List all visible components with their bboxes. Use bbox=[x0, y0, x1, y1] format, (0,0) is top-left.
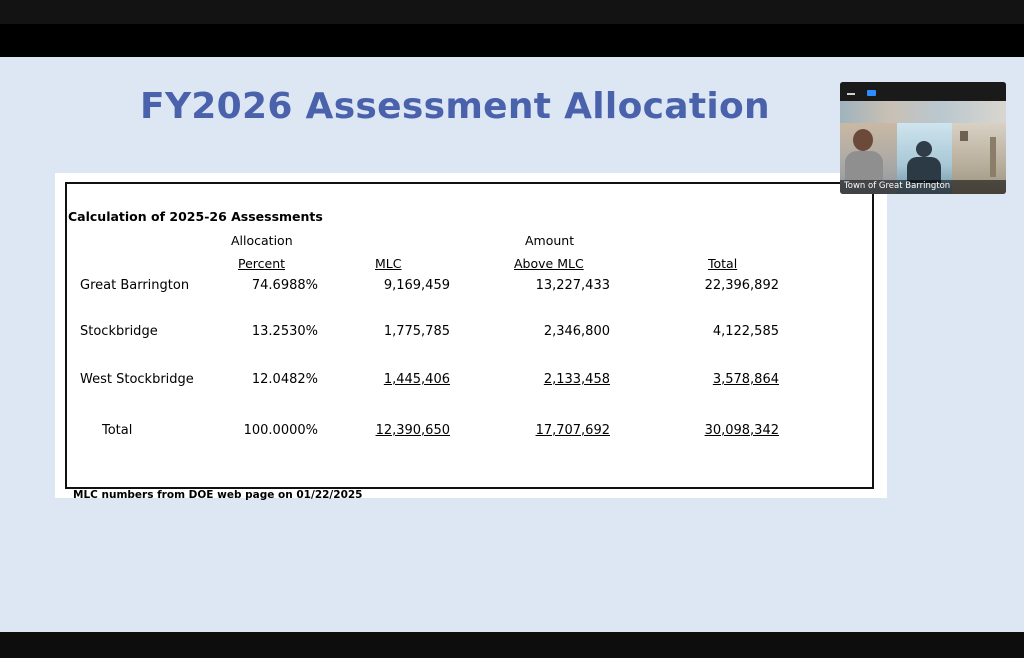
totals-above-mlc: 17,707,692 bbox=[535, 423, 610, 438]
video-panel-toolbar bbox=[840, 82, 1006, 101]
totals-mlc: 12,390,650 bbox=[375, 423, 450, 438]
row-mlc: 1,445,406 bbox=[383, 372, 450, 387]
meeting-header-bar bbox=[0, 24, 1024, 57]
slide-title: FY2026 Assessment Allocation bbox=[140, 86, 770, 127]
header-allocation: Allocation bbox=[231, 233, 293, 248]
meeting-top-bar bbox=[0, 0, 1024, 24]
row-above-mlc: 2,346,800 bbox=[543, 324, 610, 339]
row-percent: 12.0482% bbox=[251, 372, 318, 387]
sheet-heading: Calculation of 2025-26 Assessments bbox=[68, 209, 323, 224]
view-toggle-icon[interactable] bbox=[867, 90, 876, 96]
wall-pillar bbox=[990, 137, 996, 177]
row-name: Great Barrington bbox=[80, 278, 190, 293]
totals-total: 30,098,342 bbox=[704, 423, 779, 438]
wall-frame bbox=[960, 131, 968, 141]
totals-percent: 100.0000% bbox=[243, 423, 318, 438]
row-total: 3,578,864 bbox=[712, 372, 779, 387]
minimize-icon[interactable] bbox=[847, 93, 855, 95]
row-name: Stockbridge bbox=[80, 324, 158, 339]
header-above-mlc: Above MLC bbox=[514, 256, 584, 271]
row-name: West Stockbridge bbox=[80, 372, 194, 387]
row-total: 4,122,585 bbox=[712, 324, 779, 339]
person-body bbox=[845, 151, 883, 181]
row-above-mlc: 2,133,458 bbox=[543, 372, 610, 387]
row-above-mlc: 13,227,433 bbox=[535, 278, 610, 293]
row-percent: 74.6988% bbox=[251, 278, 318, 293]
participant-name-label bbox=[840, 180, 1006, 194]
spreadsheet-image bbox=[55, 173, 887, 501]
floating-video-panel[interactable] bbox=[840, 82, 1006, 194]
row-total: 22,396,892 bbox=[704, 278, 779, 293]
header-mlc: MLC bbox=[375, 256, 402, 271]
totals-label: Total bbox=[102, 423, 133, 438]
header-amount: Amount bbox=[525, 233, 575, 248]
row-percent: 13.2530% bbox=[251, 324, 318, 339]
header-percent: Percent bbox=[238, 256, 286, 271]
participant-name: Town of Great Barrington bbox=[844, 181, 951, 191]
row-mlc: 9,169,459 bbox=[383, 278, 450, 293]
row-mlc: 1,775,785 bbox=[383, 324, 450, 339]
person-head bbox=[916, 141, 932, 157]
sheet-footnote: MLC numbers from DOE web page on 01/22/2025 bbox=[73, 489, 363, 501]
header-total: Total bbox=[708, 256, 738, 271]
gallery-strip bbox=[840, 101, 1006, 123]
person-head bbox=[853, 129, 873, 151]
meeting-bottom-bar bbox=[0, 632, 1024, 658]
